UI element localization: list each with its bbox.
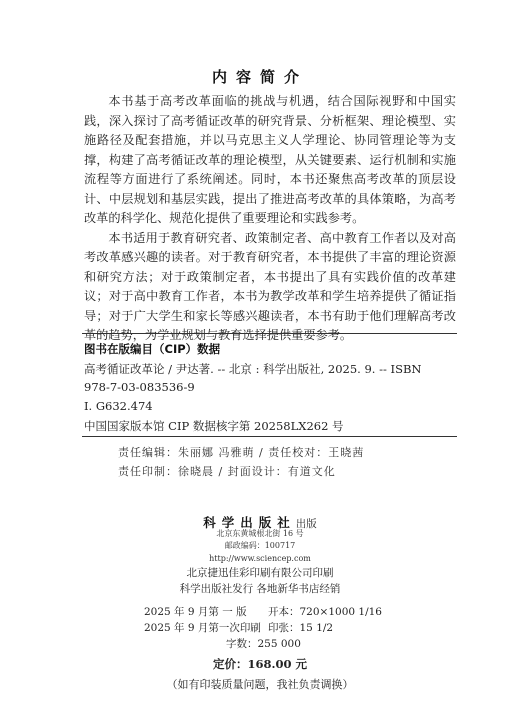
staff-production: 责任印制：徐晓晨 / 封面设计：有道文化 [118, 465, 336, 478]
summary-paragraph-2: 本书适用于教育研究者、政策制定者、高中教育工作者以及对高考改革感兴趣的读者。对于教育研究者，本书提供了丰富的理论资源和研究方法；对于政策制定者，本书提出了具有实践价值的改革建议；对于高中教育工作者，本书为教学改革和学生培养提供了循证指导；对于广大学生和家长等感兴趣读者，本书有助于他们理解高考改革的趋势，为学业规划与教育选择提供重要参考。 [84, 230, 456, 342]
staff-editors: 责任编辑：朱丽娜 冯雅萌 / 责任校对：王晓茜 [118, 446, 365, 459]
cip-top-rule [82, 333, 457, 334]
cip-heading: 图书在版编目（CIP）数据 [84, 342, 221, 356]
cip-bottom-rule [82, 436, 457, 437]
publisher-website: http://www.sciencep.com [209, 554, 311, 563]
sheets-info: 印张：15 1/2 [268, 622, 334, 634]
quality-notice: （如有印装质量问题，我社负责调换） [166, 678, 354, 691]
price: 定价：168.00 元 [212, 657, 307, 671]
summary-paragraph-1: 本书基于高考改革面临的挑战与机遇，结合国际视野和中国实践，深入探讨了高考循证改革的研究背景、分析框架、理论模型、实施路径及配套措施，并以马克思主义人学理论、协同管理论等为支撑，构建了高考循证改革的理论模型，从关键要素、运行机制和实施流程等方面进行了系统阐述。同时，本书还聚焦高考改革的顶层设计、中层规划和基层实践，提出了推进高考改革的具体策略，为高考改革的科学化、规范化提供了重要理论和实践参考。 [84, 94, 456, 225]
publisher-name: 科学出版社 [203, 515, 296, 530]
summary-body [84, 92, 456, 346]
distributor: 科学出版社发行 各地新华书店经销 [179, 583, 341, 595]
word-count: 字数：255 000 [226, 638, 301, 650]
cip-record-number: 中国国家版本馆 CIP 数据核字第 20258LX262 号 [84, 419, 344, 433]
cip-classification: Ⅰ. G632.474 [84, 399, 153, 413]
printer: 北京捷迅佳彩印刷有限公司印刷 [186, 567, 334, 579]
publisher-address: 北京东黄城根北街 16 号 [216, 529, 304, 538]
page-title: 内容简介 [211, 68, 308, 86]
printing-info: 2025 年 9 月第一次印刷 [144, 622, 261, 634]
publisher-postcode: 邮政编码：100717 [224, 541, 296, 550]
publisher-name-suffix: 出版 [295, 518, 317, 530]
cip-isbn: 978-7-03-083536-9 [84, 380, 195, 394]
cip-title-line: 高考循证改革论 / 尹达著. -- 北京 : 科学出版社, 2025. 9. -- ISBN [84, 362, 422, 376]
edition-info: 2025 年 9 月第 一 版 [144, 606, 247, 618]
format-info: 开本：720×1000 1/16 [268, 606, 382, 618]
